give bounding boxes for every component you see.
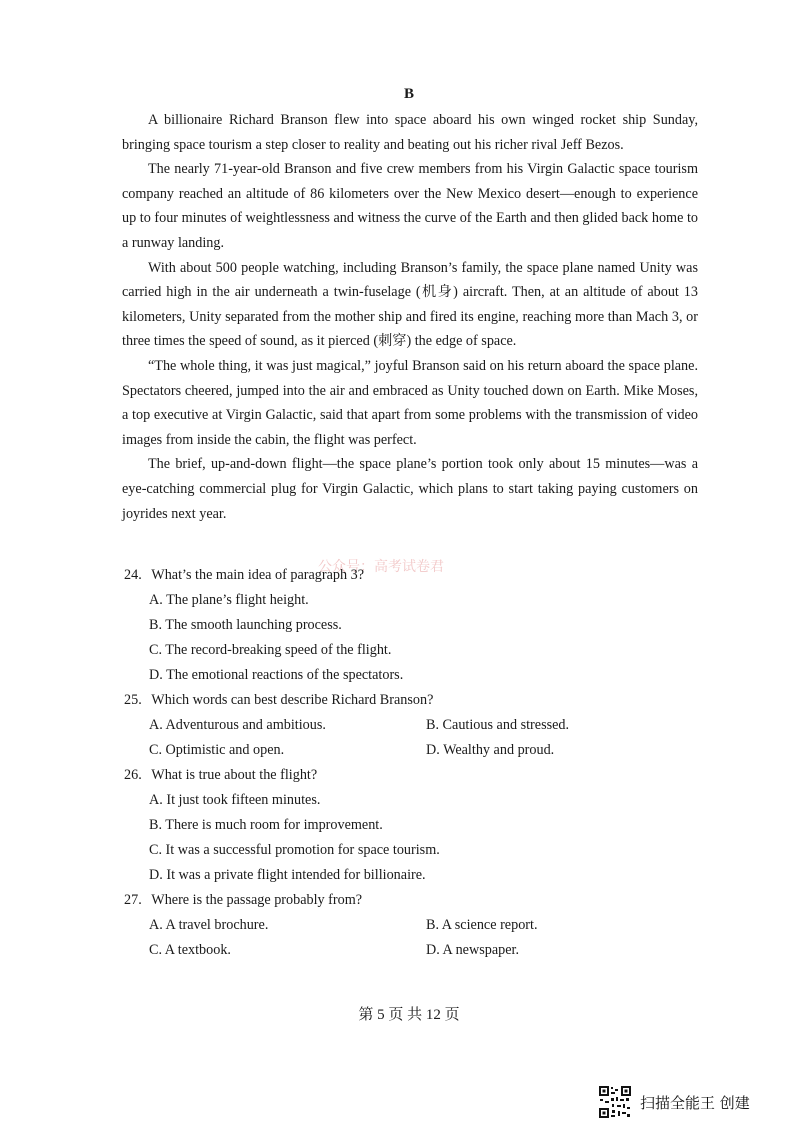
passage-paragraph-2: The nearly 71-year-old Branson and five crew members from his Virgin Galactic space tourism company reached an altitude of 86 kilometers over the New Mexico desert—enough to experience up to four minutes of weightlessness and witness the curve of the Earth and then glided back home to a runway landing. [122, 161, 698, 251]
option-c: C. The record-breaking speed of the flight. [149, 642, 392, 658]
question-text: What’s the main idea of paragraph 3? [151, 567, 365, 583]
option-a: A. Adventurous and ambitious. [149, 717, 326, 733]
option-row [124, 913, 704, 938]
option-row [124, 713, 704, 738]
scanner-badge [598, 1085, 750, 1119]
question-stem [124, 563, 704, 588]
option-d: D. The emotional reactions of the spectators. [149, 667, 404, 683]
option-b: B. Cautious and stressed. [426, 717, 570, 733]
page-number: 第 5 页 共 12 页 [358, 1007, 460, 1023]
passage-paragraph-1: A billionaire Richard Branson flew into space aboard his own winged rocket ship Sunday, bringing space tourism a step closer to reality and beating out his richer rival Jeff Bezos. [122, 112, 698, 153]
passage-paragraph-5: The brief, up-and-down flight—the space plane’s portion took only about 15 minutes—was a eye-catching commercial plug for Virgin Galactic, which plans to start taking paying customers on joyrides next year. [122, 456, 698, 522]
option-c: C. Optimistic and open. [149, 742, 285, 758]
question-number: 25. [124, 692, 142, 708]
option-row [124, 938, 704, 963]
scanner-label: 扫描全能王 创建 [640, 1093, 750, 1112]
question-24 [124, 563, 704, 688]
option-a: A. It just took fifteen minutes. [149, 792, 321, 808]
passage-paragraph-4: “The whole thing, it was just magical,” joyful Branson said on his return aboard the space plane. Spectators cheered, jumped into the air and embraced as Unity touched down on Earth. Mike Moses, a top executive at Virgin Galactic, said that apart from some problems with the transmission of video images from inside the cabin, the flight was perfect. [122, 357, 698, 448]
qr-code-icon [598, 1085, 632, 1119]
watermark-text: 公众号：高考试卷君 [318, 559, 444, 575]
question-stem [124, 888, 704, 913]
option-d: D. Wealthy and proud. [426, 742, 555, 758]
reading-passage [122, 108, 698, 526]
section-heading: B [403, 86, 414, 102]
passage-paragraph-3: With about 500 people watching, including Branson’s family, the space plane named Unity was carried high in the air underneath a twin-fuselage (机身) aircraft. Then, at an altitude of about 13 kilometers, Unity separated from the mother ship and fired its engine, reaching more than Mach 3, or three times the speed of sound, as it pierced (刺穿) the edge of space. [122, 259, 698, 350]
question-text: Which words can best describe Richard Branson? [151, 692, 434, 708]
option-c: C. A textbook. [149, 942, 231, 958]
question-list [124, 563, 704, 963]
option-b: B. There is much room for improvement. [149, 817, 383, 833]
option-d: D. It was a private flight intended for billionaire. [149, 867, 426, 883]
question-27 [124, 888, 704, 963]
question-text: Where is the passage probably from? [151, 892, 363, 908]
question-text: What is true about the flight? [151, 767, 318, 783]
question-number: 26. [124, 767, 142, 783]
question-25 [124, 688, 704, 763]
question-number: 24. [124, 567, 142, 583]
option-a: A. The plane’s flight height. [149, 592, 309, 608]
question-26 [124, 763, 704, 888]
option-a: A. A travel brochure. [149, 917, 269, 933]
question-number: 27. [124, 892, 142, 908]
option-b: B. The smooth launching process. [149, 617, 342, 633]
option-row [124, 738, 704, 763]
option-b: B. A science report. [426, 917, 538, 933]
option-c: C. It was a successful promotion for space tourism. [149, 842, 440, 858]
option-d: D. A newspaper. [426, 942, 519, 958]
question-stem [124, 688, 704, 713]
question-stem [124, 763, 704, 788]
